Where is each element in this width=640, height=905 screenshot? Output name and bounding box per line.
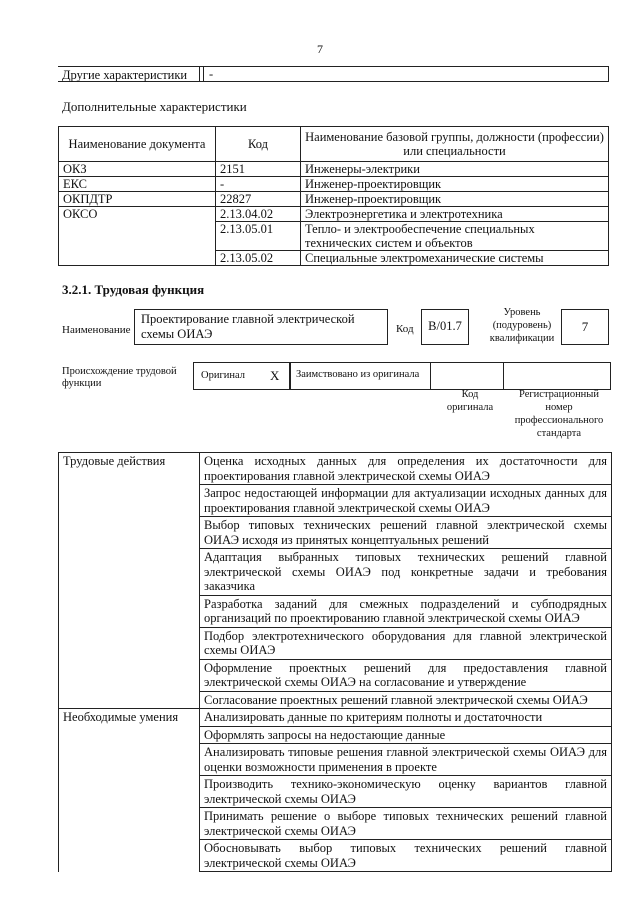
labor-action-item: Оценка исходных данных для определения их достаточности для проектирования главной электрической схемы ОИАЭ bbox=[200, 453, 612, 485]
table-cell: 2.13.05.01 bbox=[216, 222, 301, 251]
additional-characteristics-title: Дополнительные характеристики bbox=[62, 99, 247, 114]
table-cell: ОКЗ bbox=[59, 162, 216, 177]
level-box bbox=[561, 309, 609, 345]
other-characteristics-label: Другие характеристики bbox=[62, 68, 188, 82]
skill-item: Принимать решение о выборе типовых технических решений главной электрической схемы ОИАЭ bbox=[200, 808, 612, 840]
table-row bbox=[59, 192, 609, 207]
code-original-label: Код оригинала bbox=[446, 389, 494, 413]
skill-item: Производить технико-экономическую оценку вариантов главной электрической схемы ОИАЭ bbox=[200, 776, 612, 808]
table-row bbox=[59, 709, 612, 727]
code-original-box bbox=[429, 362, 504, 390]
labor-action-item: Выбор типовых технических решений главной электрической схемы ОИАЭ исходя из принятых концептуальных решений bbox=[200, 517, 612, 549]
table-row bbox=[59, 207, 609, 222]
table-cell: 2.13.04.02 bbox=[216, 207, 301, 222]
table-cell: Инженер-проектировщик bbox=[301, 177, 609, 192]
labor-action-item: Разработка заданий для смежных подразделений и субподрядных организаций по проектированию главной электрической схемы ОИАЭ bbox=[200, 595, 612, 627]
skill-item: Анализировать данные по критериям полноты и достаточности bbox=[200, 709, 612, 727]
code-label: Код bbox=[396, 323, 414, 335]
other-characteristics-value: - bbox=[209, 67, 214, 81]
original-mark: X bbox=[270, 368, 280, 383]
table-row bbox=[59, 453, 612, 485]
section-title: 3.2.1. Трудовая функция bbox=[62, 282, 205, 297]
reg-number-label: Регистрационный номер профессионального стандарта bbox=[514, 389, 604, 439]
labor-function-table bbox=[58, 452, 612, 872]
divider bbox=[199, 66, 200, 81]
skill-item: Оформлять запросы на недостающие данные bbox=[200, 726, 612, 744]
table-cell: 2151 bbox=[216, 162, 301, 177]
additional-characteristics-table bbox=[58, 126, 609, 266]
page-number: 7 bbox=[317, 42, 323, 56]
table-cell: - bbox=[216, 177, 301, 192]
labor-action-item: Согласование проектных решений главной электрической схемы ОИАЭ bbox=[200, 691, 612, 709]
skill-item: Анализировать типовые решения главной электрической схемы ОИАЭ для оценки возможности применения в проекте bbox=[200, 744, 612, 776]
table-cell: ЕКС bbox=[59, 177, 216, 192]
table-row bbox=[59, 177, 609, 192]
borrowed-box bbox=[289, 362, 431, 390]
origin-label: Происхождение трудовой функции bbox=[62, 366, 177, 389]
labor-action-item: Запрос недостающей информации для актуализации исходных данных для проектирования главной электрической схемы ОИАЭ bbox=[200, 485, 612, 517]
table-cell: Инженер-проектировщик bbox=[301, 192, 609, 207]
labor-action-item: Адаптация выбранных типовых технических решений главной электрической схемы ОИАЭ под конкретные задачи и требования заказчика bbox=[200, 549, 612, 596]
table-cell: ОКСО bbox=[59, 207, 216, 266]
function-code: B/01.7 bbox=[428, 319, 462, 333]
table-cell: Электроэнергетика и электротехника bbox=[301, 207, 609, 222]
qualification-level: 7 bbox=[581, 319, 589, 334]
column-header-code: Код bbox=[216, 127, 301, 162]
divider bbox=[203, 66, 204, 81]
table-cell: Инженеры-электрики bbox=[301, 162, 609, 177]
borrowed-label: Заимствовано из оригинала bbox=[296, 369, 420, 380]
code-box bbox=[421, 309, 469, 345]
table-cell: 2.13.05.02 bbox=[216, 251, 301, 266]
labor-action-item: Подбор электротехнического оборудования для главной электрической схемы ОИАЭ bbox=[200, 627, 612, 659]
table-cell: Специальные электромеханические системы bbox=[301, 251, 609, 266]
original-label: Оригинал bbox=[201, 370, 245, 381]
required-skills-label: Необходимые умения bbox=[59, 709, 200, 872]
labor-action-item: Оформление проектных решений для предоставления главной электрической схемы ОИАЭ на согласование и утверждение bbox=[200, 659, 612, 691]
column-header-group: Наименование базовой группы, должности (профессии) или специальности bbox=[301, 127, 609, 162]
column-header-document: Наименование документа bbox=[59, 127, 216, 162]
function-name: Проектирование главной электрической схемы ОИАЭ bbox=[141, 312, 355, 341]
table-cell: 22827 bbox=[216, 192, 301, 207]
table-header-row bbox=[59, 127, 609, 162]
name-box bbox=[134, 309, 388, 345]
original-box bbox=[193, 362, 291, 390]
table-cell: Тепло- и электрообеспечение специальных технических систем и объектов bbox=[301, 222, 609, 251]
name-label: Наименование bbox=[62, 324, 131, 336]
level-label: Уровень (подуровень) квалификации bbox=[489, 307, 555, 344]
table-cell: ОКПДТР bbox=[59, 192, 216, 207]
labor-actions-label: Трудовые действия bbox=[59, 453, 200, 709]
skill-item: Обосновывать выбор типовых технических решений главной электрической схемы ОИАЭ bbox=[200, 840, 612, 872]
table-row bbox=[59, 162, 609, 177]
reg-number-box bbox=[503, 362, 611, 390]
